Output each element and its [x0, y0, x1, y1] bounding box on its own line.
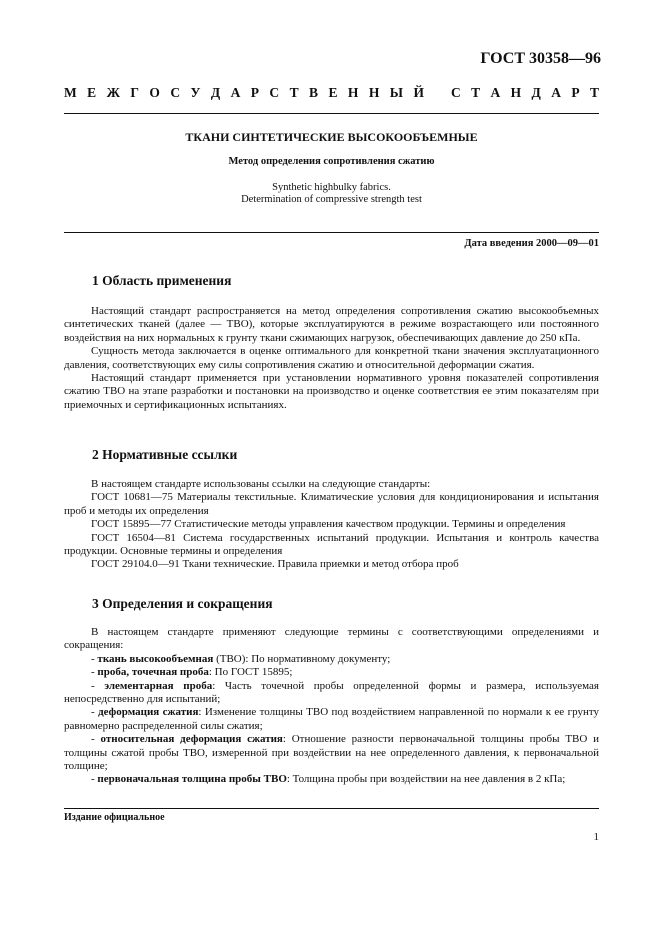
official-edition-label: Издание официальное: [64, 812, 165, 823]
banner-letter: Т: [289, 85, 299, 100]
banner-letter: Д: [531, 85, 541, 100]
banner-letter: А: [490, 85, 501, 100]
section-body-scope: [64, 305, 599, 412]
document-subtitle: Метод определения сопротивления сжатию: [228, 156, 435, 167]
banner-letter: Т: [589, 85, 599, 100]
english-title-line2: Determination of compressive strength test: [241, 194, 422, 205]
banner-letter: Н: [347, 85, 359, 100]
term-name: элементарная проба: [104, 679, 213, 692]
banner-letter: С: [269, 85, 280, 100]
term-name: проба, точечная проба: [97, 666, 209, 679]
definition-item: [64, 653, 599, 666]
banner-letter: В: [309, 85, 319, 100]
banner-letter: Т: [471, 85, 481, 100]
banner-letter: С: [451, 85, 461, 100]
term-name: первоначальная толщина пробы ТВО: [97, 773, 287, 786]
footer-divider: [64, 808, 599, 809]
document-title: ТКАНИ СИНТЕТИЧЕСКИЕ ВЫСОКООБЪЕМНЫЕ: [185, 130, 478, 144]
banner-letter: Г: [130, 85, 139, 100]
term-definition: (ТВО): По нормативному документу;: [213, 652, 391, 665]
section-heading-definitions: 3 Определения и сокращения: [92, 596, 273, 611]
definition-item: [64, 680, 599, 707]
introduction-date: Дата введения 2000—09—01: [464, 238, 599, 249]
term-dash: -: [91, 706, 99, 719]
reference-item: ГОСТ 15895—77 Статистические методы управления качеством продукции. Термины и определения: [91, 518, 566, 531]
term-dash: -: [91, 652, 98, 665]
banner-letter: Н: [510, 85, 522, 100]
banner-letter: У: [190, 85, 201, 100]
paragraph: Сущность метода заключается в оценке оптимального для конкретной ткани значения эксплуатационного давления, соответствующих ему силы сопротивления сжатию и относительной деформации сжатия.: [64, 345, 599, 371]
term-definition: : Часть точечной пробы определенной формы и размера, используемая непосредственно для испытаний;: [64, 679, 599, 706]
term-name: ткань высокообъемная: [97, 652, 214, 665]
standard-banner: [64, 85, 599, 101]
section-heading-references: 2 Нормативные ссылки: [92, 447, 238, 462]
term-dash: -: [91, 733, 101, 746]
reference-item: ГОСТ 10681—75 Материалы текстильные. Климатические условия для кондиционирования и испытания проб и методы их определения: [64, 491, 599, 517]
banner-word-interstate: [64, 85, 424, 101]
reference-item: ГОСТ 16504—81 Система государственных испытаний продукции. Испытания и контроль качества продукции. Основные термины и определения: [64, 531, 599, 558]
page-number: 1: [593, 831, 599, 843]
banner-word-standard: [451, 85, 599, 101]
title-divider: [64, 232, 599, 233]
term-name: относительная деформация сжатия: [100, 733, 283, 746]
definition-item: [64, 773, 599, 786]
banner-letter: Е: [87, 85, 97, 100]
section-body-definitions: [64, 626, 599, 787]
term-dash: -: [91, 773, 98, 786]
banner-letter: Ж: [106, 85, 120, 100]
definition-item: [64, 666, 599, 679]
term-definition: : Толщина пробы при воздействии на нее давления в 2 кПа;: [286, 773, 566, 786]
banner-letter: Р: [571, 85, 580, 100]
paragraph: Настоящий стандарт распространяется на метод определения сопротивления сжатию высокообъемных синтетических тканей (далее — ТВО), которые эксплуатируются в режиме возрастающего или постоянного воздействия на них нормальных к грунту ткани сжимающих нагрузок, обеспечивающих давление до 250 кПа.: [64, 305, 599, 344]
banner-letter: М: [64, 85, 77, 100]
paragraph: В настоящем стандарте применяют следующие термины с соответствующими определениями и сокращения:: [64, 626, 599, 652]
definition-item: [64, 733, 599, 773]
section-body-references: [64, 478, 599, 572]
standard-code: ГОСТ 30358—96: [480, 50, 601, 67]
reference-item: ГОСТ 29104.0—91 Ткани технические. Правила приемки и метод отбора проб: [91, 558, 459, 571]
banner-letter: Д: [210, 85, 221, 100]
english-title-line1: Synthetic highbulky fabrics.: [272, 182, 391, 193]
paragraph: Настоящий стандарт применяется при установлении нормативного уровня показателей сопротивления сжатию ТВО на этапе разработки и постановки на производство и оценке соответствия ее этим показателям при приемочных и сертификационных испытаниях.: [64, 372, 599, 411]
banner-letter: С: [170, 85, 181, 100]
term-dash: -: [91, 666, 98, 679]
banner-letter: Р: [250, 85, 259, 100]
banner-letter: Н: [368, 85, 380, 100]
term-definition: : Отношение разности первоначальной толщины пробы ТВО и толщины сжатой пробы ТВО, измеренной при воздействии на нее определенного давления, к первоначальной толщине;: [64, 733, 599, 773]
banner-letter: Ы: [389, 85, 404, 100]
term-dash: -: [91, 679, 105, 692]
banner-letter: Е: [328, 85, 338, 100]
term-definition: : Изменение толщины ТВО под воздействием направленной по нормали к ее грунту равномерно распределенной силы сжатия;: [64, 706, 599, 732]
banner-letter: А: [230, 85, 241, 100]
section-heading-scope: 1 Область применения: [92, 273, 232, 288]
banner-letter: А: [551, 85, 561, 100]
definition-item: [64, 706, 599, 733]
paragraph: В настоящем стандарте использованы ссылки на следующие стандарты:: [91, 478, 431, 490]
term-name: деформация сжатия: [98, 706, 199, 719]
top-divider: [64, 113, 599, 114]
banner-letter: О: [149, 85, 160, 100]
banner-letter: Й: [413, 85, 424, 100]
term-definition: : По ГОСТ 15895;: [208, 666, 293, 679]
